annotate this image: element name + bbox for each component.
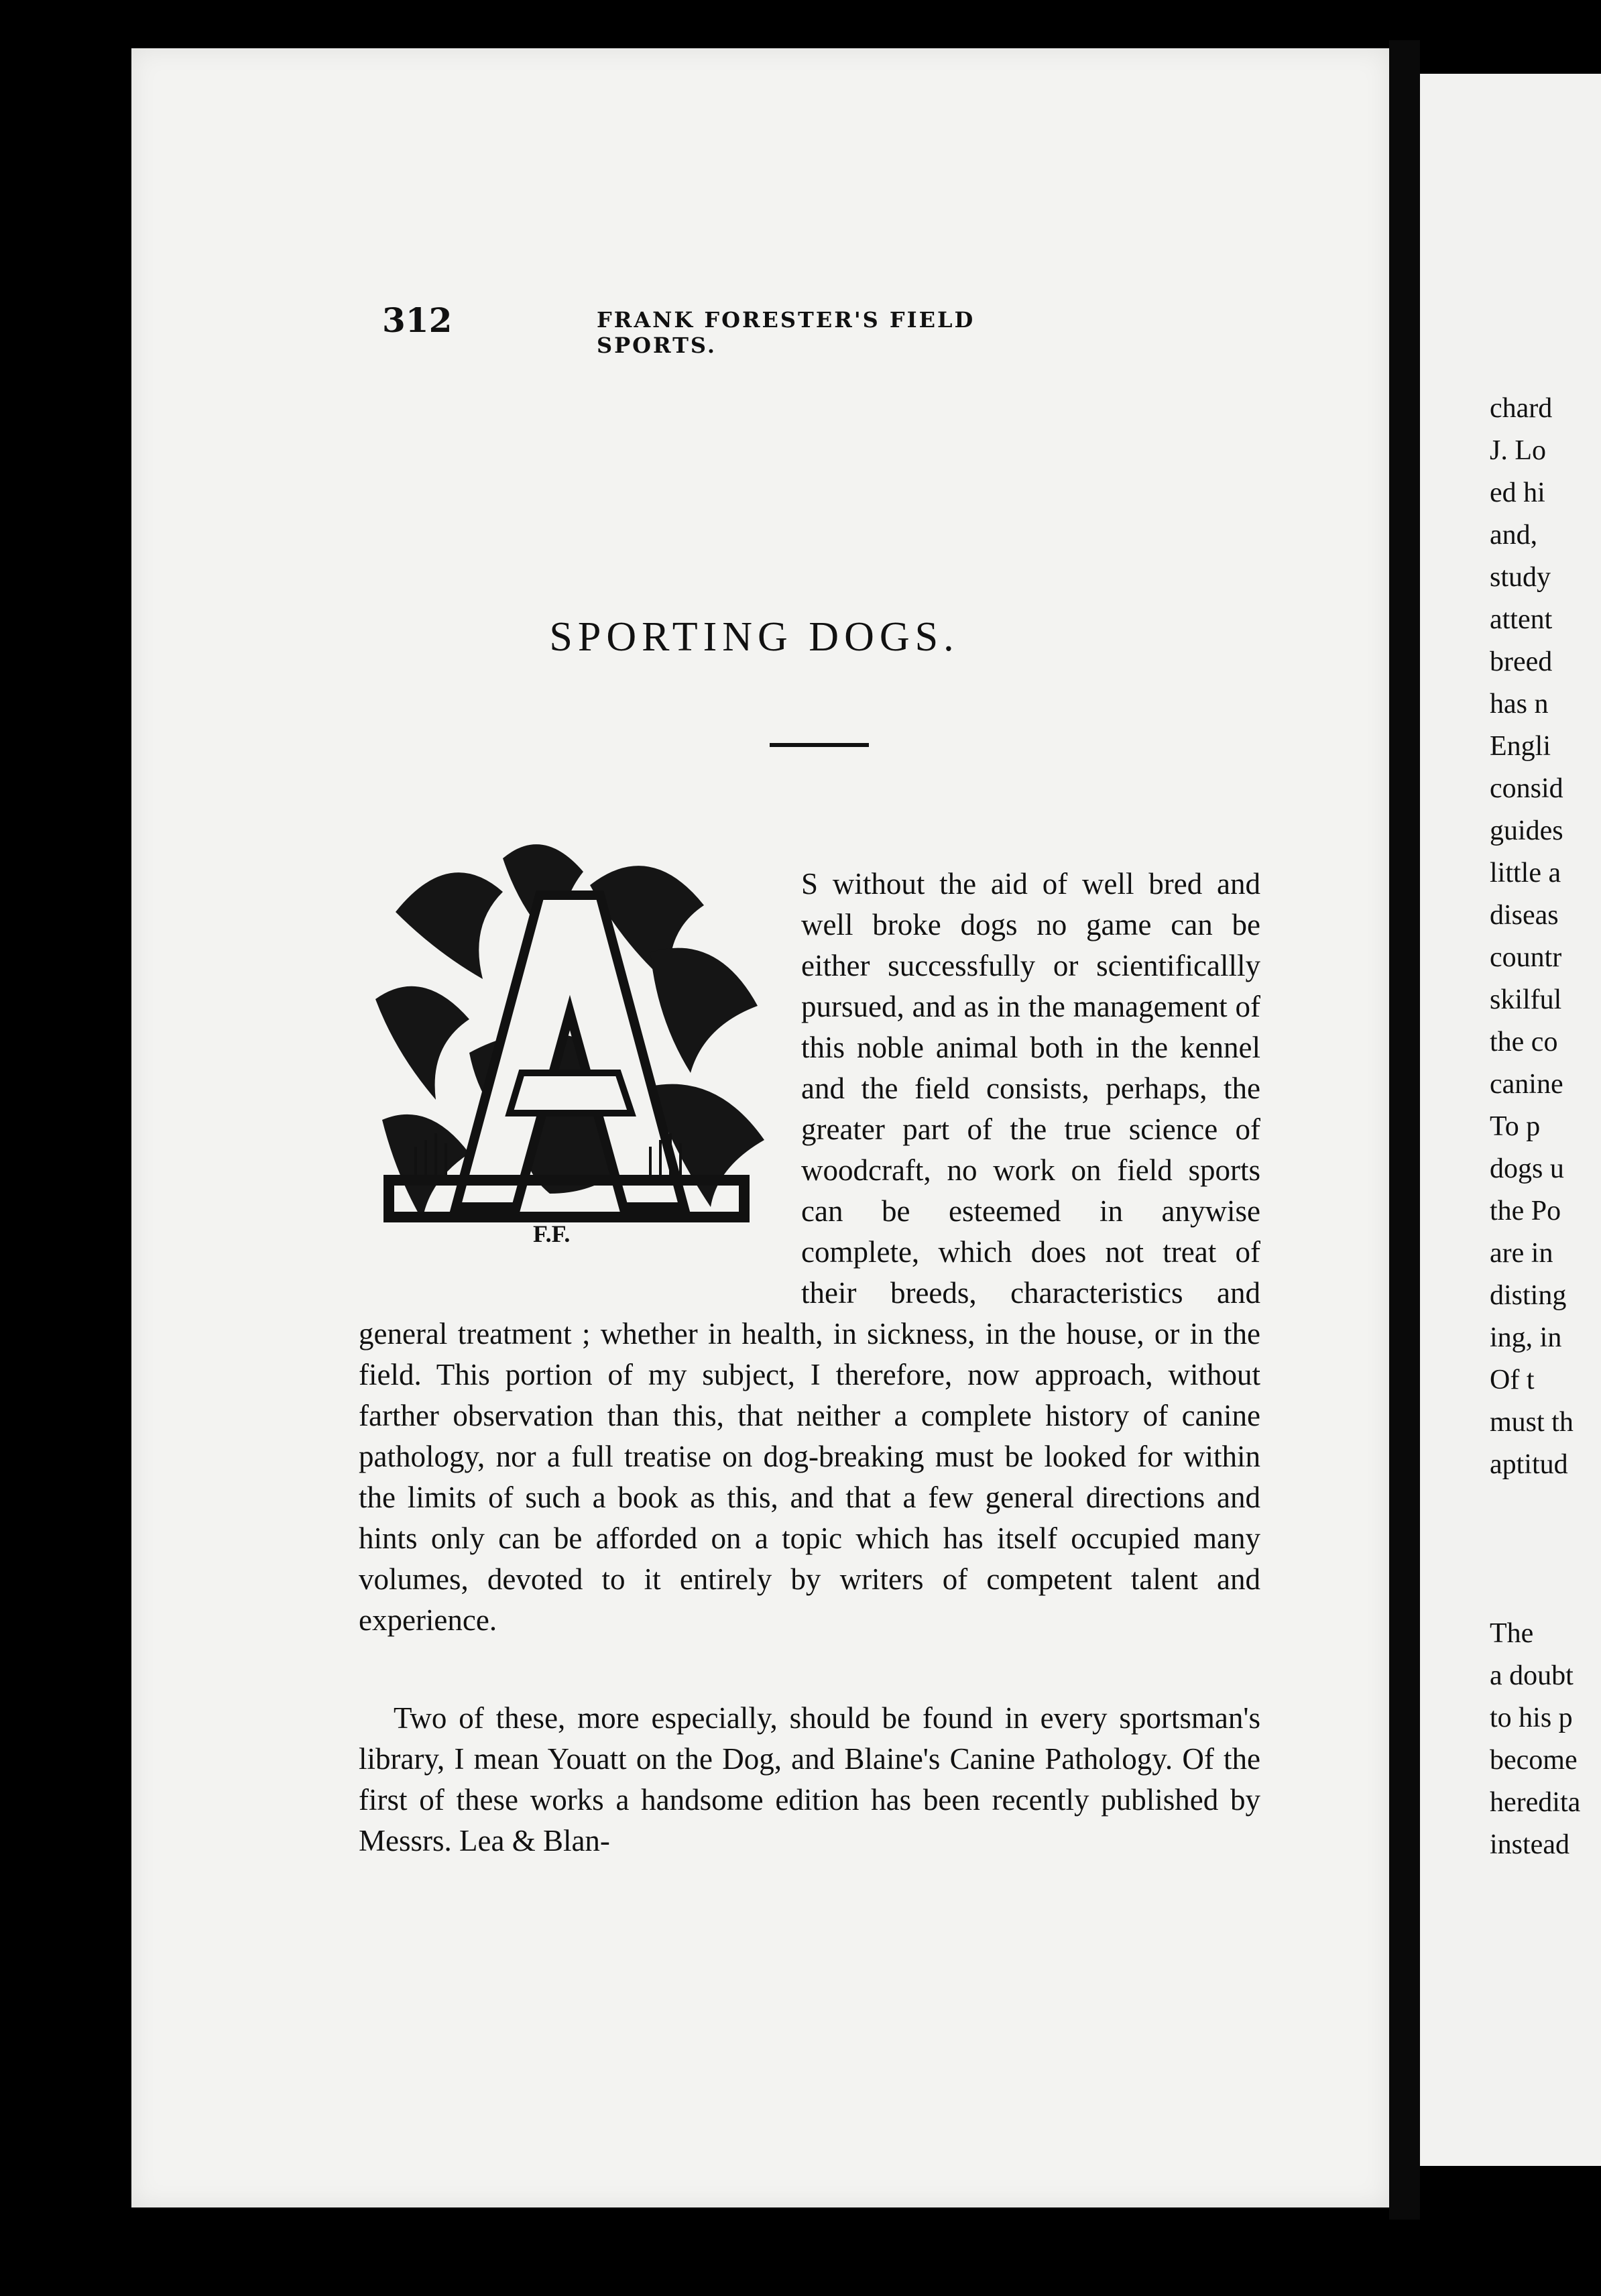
page-number: 312 [382, 300, 453, 340]
facing-line: disting [1490, 1280, 1567, 1311]
facing-page-text [1490, 388, 1601, 1866]
facing-line: J. Lo [1490, 435, 1546, 466]
facing-line: must th [1490, 1407, 1574, 1438]
facing-line [1490, 1570, 1601, 1613]
drop-cap-space [359, 864, 801, 1303]
book-gutter [1389, 40, 1420, 2220]
facing-line: breed [1490, 646, 1553, 677]
facing-line: has n [1490, 689, 1549, 720]
facing-line: to his p [1490, 1703, 1573, 1733]
paragraph-1-text: S without the aid of well bred and well broke dogs no game can be either successfully or scientificallly pursued, and as in the management of this noble animal both in the kennel and the field consists, perhaps, the greater part of the true science of woodcraft, no work on field sports can be esteemed in anywise complete, which does not treat of their breeds, characteristics and general treatment ; whether in health, in sickness, in the house, or in the field. This portion of my subject, I therefore, now approach, without farther observation than this, that neither a complete history of canine pathology, nor a full treatise on dog-breaking must be looked for within the limits of such a book as this, and that a few general directions and hints only can be afforded on a topic which has itself occupied many volumes, devoted to it entirely by writers of competent talent and experience. [359, 867, 1260, 1637]
facing-line: To p [1490, 1111, 1541, 1142]
facing-line: canine [1490, 1069, 1563, 1100]
facing-line: The [1490, 1618, 1534, 1649]
facing-line: Engli [1490, 731, 1551, 762]
facing-line: ed hi [1490, 477, 1545, 508]
facing-line: the co [1490, 1027, 1558, 1057]
paragraph-2: Two of these, more especially, should be found in every sportsman's library, I mean Youatt on the Dog, and Blaine's Canine Pathology. Of the first of these works a handsome edition has been recently published by Messrs. Lea & Blan- [359, 1701, 1260, 1857]
facing-line: guides [1490, 815, 1563, 846]
facing-line: countr [1490, 942, 1562, 973]
facing-line: Of t [1490, 1365, 1535, 1395]
facing-line: heredita [1490, 1787, 1581, 1818]
facing-line: are in [1490, 1238, 1553, 1269]
facing-line: the Po [1490, 1196, 1561, 1226]
facing-line: instead [1490, 1829, 1569, 1860]
facing-line: skilful [1490, 984, 1562, 1015]
running-title: FRANK FORESTER'S FIELD SPORTS. [597, 307, 975, 358]
facing-line [1490, 1486, 1601, 1528]
title-rule [770, 743, 869, 747]
facing-line: and, [1490, 520, 1538, 551]
running-head [382, 300, 1066, 358]
facing-line: consid [1490, 773, 1563, 804]
facing-line: a doubt [1490, 1660, 1574, 1691]
facing-line: little a [1490, 858, 1561, 888]
engraver-initials: F.F. [533, 1220, 571, 1247]
facing-line: become [1490, 1745, 1578, 1776]
facing-line [1490, 1528, 1601, 1570]
facing-line: study [1490, 562, 1551, 593]
facing-line: dogs u [1490, 1153, 1564, 1184]
chapter-title: SPORTING DOGS. [549, 614, 959, 660]
facing-line: aptitud [1490, 1449, 1568, 1480]
facing-line: chard [1490, 393, 1553, 424]
facing-line: diseas [1490, 900, 1559, 931]
facing-line: attent [1490, 604, 1553, 635]
facing-line: ing, in [1490, 1322, 1562, 1353]
paragraph-1 [359, 864, 1260, 1641]
